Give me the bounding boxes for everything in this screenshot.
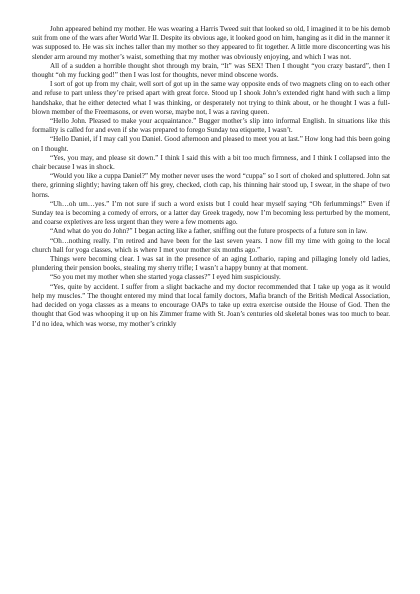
paragraph: Things were becoming clear. I was sat in the presence of an aging Lothario, raping and pillaging lonely old ladies, plundering their pension books, stealing my sherry trifle; I wasn’t a happy bunny at that moment.: [32, 255, 390, 273]
paragraph: “Hello John. Pleased to make your acquaintance.” Bugger mother’s slip into informal English. In situations like this formality is called for and even if she was prepared to forego Sunday tea etiquette, I wasn’t.: [32, 117, 390, 135]
paragraph: “Hello Daniel, if I may call you Daniel. Good afternoon and pleased to meet you at last.” How long had this been going on I thought.: [32, 135, 390, 153]
paragraph: All of a sudden a horrible thought shot through my brain, “It” was SEX! Then I thought “you crazy bastard”, then I thought “oh my fucking god!” then I was lost for thoughts, never mind obscene words.: [32, 61, 390, 80]
paragraph: I sort of got up from my chair, well sort of got up in the same way opposite ends of two magnets cling on to each other and refuse to part unless they’re prised apart with great force. Stood up I shook John’s extended right hand with such a limp handshake, that he either detected what I was thinking, or desperately not trying to think about, or he thought I was a full-blown member of the Freemasons, or even worse, maybe not, I was a raving queen.: [32, 80, 390, 116]
paragraph: “Yes, quite by accident. I suffer from a slight backache and my doctor recommended that I take up yoga as it would help my muscles.” The thought entered my mind that local family doctors, Mafia branch of the British Medical Association, had decided on yoga classes as a means to encourage OAPs to take up extra exercise outside the House of God. Then the thought that God was whooping it up on his Zimmer frame with St. Joan’s centuries old skeletal bones was too much to bear. I’d no idea, which was worse, my mother’s crinkly: [32, 282, 390, 328]
paragraph: “Yes, you may, and please sit down.” I think I said this with a bit too much firmness, and I think I collapsed into the chair because I was in shock.: [32, 153, 390, 172]
body-text: [32, 25, 390, 329]
paragraph: “So you met my mother when she started yoga classes?” I eyed him suspiciously.: [50, 273, 281, 282]
paragraph: “Oh…nothing really. I’m retired and have been for the last seven years. I now fill my time with going to the local church hall for yoga classes, which is where I met your mother six months ago.”: [32, 236, 390, 254]
paragraph: “And what do you do John?” I began acting like a father, sniffing out the future prospects of a future son in law.: [50, 227, 368, 236]
paragraph: “Would you like a cuppa Daniel?” My mother never uses the word “cuppa” so I sort of choked and spluttered. John sat there, grinning slightly; having taken off his grey, checked, cloth cap, his thinning hair stood up, I swear, in the shape of two horns.: [32, 172, 390, 199]
paragraph: John appeared behind my mother. He was wearing a Harris Tweed suit that looked so old, I imagined it to be his demob suit from one of the wars after World War II. Despite its obvious age, it looked good on him, hanging as it did in the manner it was supposed to. He was six inches taller than my mother so they appeared to fit together. A little more disconcerting was his slender arm around my mother’s waist, something that my mother was obviously enjoying, and which I was not.: [32, 25, 390, 61]
paragraph: “Uh…oh um…yes.” I’m not sure if such a word exists but I could hear myself saying “Oh ferlummings!” Even if Sunday tea is becoming a comedy of errors, or a latter day Greek tragedy, now I’m becoming less perturbed by the moment, and coarse expletives are less urgent than they were a few moments ago.: [32, 199, 390, 227]
